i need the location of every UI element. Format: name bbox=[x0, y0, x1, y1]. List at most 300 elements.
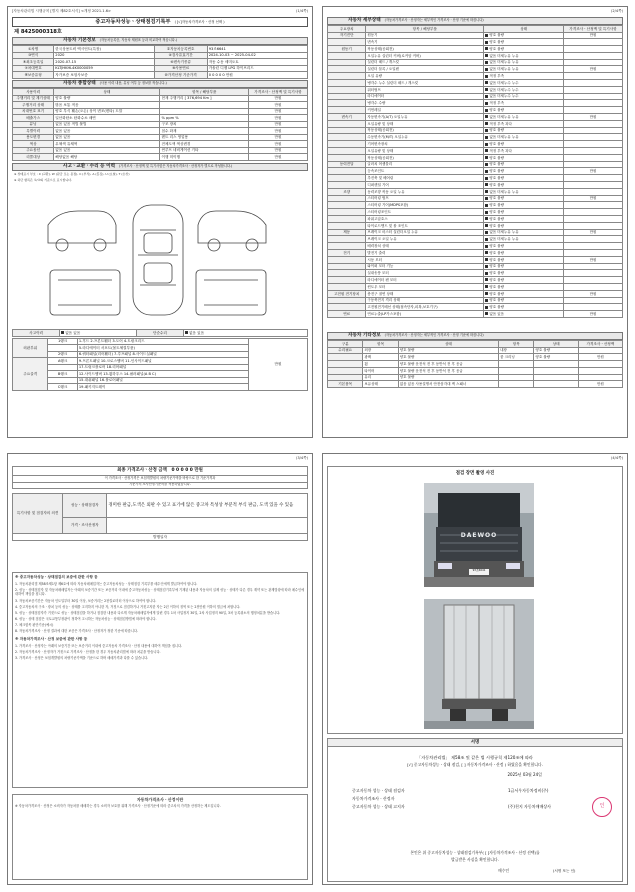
page-header bbox=[327, 9, 623, 16]
notice-paragraph: 2. 자동차가격조사ㆍ산정자가 거짓으로 가격조사ㆍ산정을 한 경우 자동차관리법에 따라 처분을 받습니다. bbox=[15, 649, 161, 654]
checkbox bbox=[485, 54, 488, 57]
car-diagram bbox=[38, 185, 278, 327]
detail-state bbox=[484, 263, 564, 270]
checkbox bbox=[485, 115, 488, 118]
notice-paragraph: 1. 가격조사ㆍ산정자는 아래의 보증기간 또는 보증거리 이내에 중고자동차 가격조사ㆍ산정 내용에 대하여 책임을 집니다. bbox=[15, 643, 183, 648]
detail-row bbox=[328, 222, 623, 229]
footer-line-1: 본인은 위 중고자동차성능ㆍ상태점검기록부( [ ]자동차가격조사ㆍ산정 선택)를 bbox=[410, 850, 540, 855]
other-state: 양호 불량 운전석 전 후 동반석 전 후 응급 bbox=[398, 367, 498, 374]
detail-row bbox=[328, 297, 623, 304]
other-item-2: 내장 bbox=[499, 347, 534, 354]
form-reference: [자동차관리법 시행규칙 [별지 제82호서식] <개정 2021.1.6> bbox=[12, 9, 112, 13]
detail-state bbox=[484, 243, 564, 250]
other-item: 광택 bbox=[363, 354, 398, 361]
wheel-left-rear bbox=[94, 239, 106, 251]
checkbox bbox=[485, 88, 488, 91]
checkbox bbox=[485, 204, 488, 207]
detail-price bbox=[563, 188, 622, 195]
detail-price bbox=[563, 134, 622, 141]
notice-paragraph: 8. 자동차가격조사ㆍ산정 결과에 대한 보증은 가격조사ㆍ산정자가 정한 기준에 따릅니다. bbox=[15, 629, 139, 634]
notice-paragraph: 2. 성능ㆍ상태점검자 및 자동차매매업자는 아래의 보증기간 또는 보증거리 이내에 중고자동차성능ㆍ상태점검기록부에 기재된 내용과 자동차의 실제 성능ㆍ상태가 다른 경우 계약 또는 관계법령에 따라 매수인에 대하여 책임을 집니다. bbox=[15, 587, 305, 597]
detail-state-text: 양호 불량 bbox=[489, 182, 504, 187]
checkbox bbox=[485, 285, 488, 288]
footer-line-2: 발급받은 사실을 확인합니다. bbox=[451, 857, 499, 862]
detail-item: 스티어링 기어(MDPS포함) bbox=[366, 202, 484, 209]
detail-item: 시동 모터 bbox=[366, 256, 484, 263]
detail-group bbox=[328, 100, 366, 107]
detail-state-text: 양호 불량 bbox=[489, 155, 504, 160]
status-price: 만원 bbox=[248, 154, 307, 161]
checkbox bbox=[485, 75, 488, 78]
detail-state-text: 양호 불량 bbox=[489, 264, 504, 269]
detail-row bbox=[328, 154, 623, 161]
basic-info-label: ③연식 bbox=[13, 52, 54, 59]
checkbox bbox=[485, 299, 488, 302]
detail-group bbox=[328, 80, 366, 87]
detail-row bbox=[328, 263, 623, 270]
detail-state bbox=[484, 32, 564, 39]
detail-item: 동력조향 작동 오일 누유 bbox=[366, 188, 484, 195]
parts-items: 6.쿼터패널(리어휀더) 7.루프패널 8.사이드실패널 bbox=[77, 351, 248, 358]
status-label: 리콜대상 bbox=[13, 154, 54, 161]
page-4 bbox=[322, 453, 628, 885]
detail-state-text: 적정 부족 bbox=[489, 74, 504, 79]
summary-value: 0 0 0 0 0 만원 bbox=[171, 468, 203, 474]
detail-price bbox=[563, 250, 622, 257]
document-number: 제 8425000318호 bbox=[14, 29, 62, 35]
detail-item: 브레이크 마스터 실린더오일 누유 bbox=[366, 229, 484, 236]
checkbox bbox=[485, 238, 488, 241]
other-group bbox=[328, 374, 363, 381]
status-price: 만원 bbox=[248, 108, 307, 115]
status-note: (사용 이력 내용, 튜닝 여부 등 정보를 적습니다.) bbox=[99, 81, 167, 86]
detail-item: 스티어링조인트 bbox=[366, 209, 484, 216]
other-column-header: 항목 bbox=[363, 341, 398, 348]
checkbox bbox=[485, 156, 488, 159]
detail-item: 발전기 출력 bbox=[366, 250, 484, 257]
status-label: 차대번호 표기 bbox=[13, 108, 54, 115]
detail-price bbox=[563, 270, 622, 277]
detail-group bbox=[328, 277, 366, 284]
other-item-2: 룸 크리닝 bbox=[499, 354, 534, 361]
status-price: 만원 bbox=[248, 147, 307, 154]
detail-price bbox=[563, 148, 622, 155]
notice-block bbox=[12, 572, 308, 788]
detail-row bbox=[328, 93, 623, 100]
photo-section bbox=[327, 466, 623, 734]
car-side-right bbox=[198, 211, 266, 243]
other-price: 만원 bbox=[578, 354, 622, 361]
accident-note: (가격조사ㆍ산정액 및 특기사항은 자동차가격조사ㆍ산정자가 별도로 작성합니다.) bbox=[119, 164, 233, 169]
status-detail: 침수 화재 bbox=[160, 128, 249, 135]
detail-state-text: 양호 불량 bbox=[489, 216, 504, 221]
detail-row bbox=[328, 256, 623, 263]
basic-info-value: 2020-07-15 bbox=[54, 59, 154, 66]
other-row bbox=[328, 354, 623, 361]
page-header bbox=[12, 456, 308, 463]
other-column-header: 가격조사ㆍ산정액 bbox=[578, 341, 622, 348]
accident-history-value bbox=[60, 330, 137, 337]
parts-items: 1.후드 2.프론트휀더 3.도어 4.트렁크리드 bbox=[77, 338, 248, 345]
basic-info-value: 93조6641 bbox=[207, 46, 307, 53]
checkbox bbox=[485, 190, 488, 193]
detail-group bbox=[328, 236, 366, 243]
detail-state bbox=[484, 188, 564, 195]
status-state: 없음 있음 적법 불법 bbox=[54, 121, 160, 128]
status-row bbox=[13, 154, 308, 161]
detail-state bbox=[484, 297, 564, 304]
detail-state-text: 양호 불량 bbox=[489, 257, 504, 262]
other-row bbox=[328, 367, 623, 374]
other-state-2 bbox=[534, 374, 578, 381]
accident-history-label: 사고이력 bbox=[13, 330, 60, 337]
detail-item: 배력장치 상태 bbox=[366, 243, 484, 250]
detail-group: 고전원 전기장치 bbox=[328, 290, 366, 297]
other-row bbox=[328, 347, 623, 354]
checkbox bbox=[485, 143, 488, 146]
detail-price bbox=[563, 182, 622, 189]
detail-title: 자동차 세부상태 bbox=[348, 18, 381, 24]
checkbox bbox=[485, 177, 488, 180]
detail-price bbox=[563, 236, 622, 243]
detail-state-text: 없음 미세누수 누수 bbox=[489, 80, 519, 85]
other-price bbox=[578, 374, 622, 381]
other-row bbox=[328, 381, 623, 388]
detail-row bbox=[328, 100, 623, 107]
status-detail: 렌트 리스 영업용 bbox=[160, 134, 249, 141]
detail-row bbox=[328, 250, 623, 257]
detail-state-text: 없음 미세누유 누유 bbox=[489, 53, 519, 58]
detail-state-text: 양호 불량 bbox=[489, 244, 504, 248]
detail-group bbox=[328, 168, 366, 175]
status-price: 만원 bbox=[248, 141, 307, 148]
truck-rear-photo bbox=[424, 599, 534, 729]
other-column-header: 상태 bbox=[534, 341, 578, 348]
detail-state-text: 적정 부족 과다 bbox=[489, 148, 512, 153]
form-title bbox=[12, 17, 308, 27]
other-group bbox=[328, 361, 363, 368]
detail-row bbox=[328, 304, 623, 311]
detail-state bbox=[484, 114, 564, 121]
detail-state-text: 양호 불량 bbox=[489, 284, 504, 289]
issue-date-label: 발행일자 bbox=[13, 534, 308, 541]
detail-state-text: 양호 불량 bbox=[489, 203, 504, 208]
detail-item: 작동상태(공회전) bbox=[366, 127, 484, 134]
detail-item: 라디에이터 bbox=[366, 93, 484, 100]
detail-state-text: 없음 미세누유 누유 bbox=[489, 237, 519, 242]
detail-price bbox=[563, 52, 622, 59]
special-text: 경미한 판금,도색은 외판 수 있고 표기에 않은 중고차 특성상 부분적 부식 판금, 도색 있을 수 있음 bbox=[107, 494, 308, 518]
notice-paragraph: 3. 자동차보증기간은 자동차 인도일부터 30일 이상, 보증거리는 2천킬로미터 이상으로 하여야 합니다. bbox=[15, 598, 157, 603]
detail-row bbox=[328, 270, 623, 277]
frame-left bbox=[50, 270, 120, 315]
status-detail: 이행 미이행 bbox=[160, 154, 249, 161]
other-row bbox=[328, 374, 623, 381]
checkbox bbox=[485, 306, 488, 309]
basic-info-label: ④검사유효기간 bbox=[154, 52, 207, 59]
detail-group: 연료 bbox=[328, 311, 366, 318]
detail-state bbox=[484, 250, 564, 257]
accident-history-text: 없음 있음 bbox=[65, 330, 81, 335]
special-sub-appraiser: 가격ㆍ조사산정자 bbox=[63, 518, 107, 534]
detail-row bbox=[328, 46, 623, 53]
detail-state bbox=[484, 86, 564, 93]
basic-info-note: (자동차등록증, 자동차 제원표 등과 비교하여 적습니다.) bbox=[99, 38, 177, 43]
basic-info-value: 자가보증 보험사보증 bbox=[54, 72, 154, 79]
detail-group bbox=[328, 175, 366, 182]
other-item: 보유상태 bbox=[363, 381, 398, 388]
detail-column-header: 상태 bbox=[484, 26, 564, 33]
signer-3-name: (주)천지 자동차매매상사 bbox=[508, 804, 552, 809]
detail-price bbox=[563, 283, 622, 290]
detail-price bbox=[563, 243, 622, 250]
detail-state bbox=[484, 290, 564, 297]
basic-info-label: ⑧사용연료 bbox=[154, 65, 207, 72]
status-detail: 구조 장치 bbox=[160, 121, 249, 128]
status-state: 해당없음 해당 bbox=[54, 154, 160, 161]
detail-column-header: 항목 / 해당부품 bbox=[366, 26, 484, 33]
other-state-2: 양호 불량 bbox=[534, 354, 578, 361]
detail-group bbox=[328, 195, 366, 202]
notice-paragraph: 4. 중고자동차의 구조ㆍ장치 등의 성능ㆍ상태를 고지하지 아니한 자, 거짓으로 점검하거나 거짓고지한 자는 2년 이하의 징역 또는 2천만원 이하의 벌금에 처합니다. bbox=[15, 604, 241, 609]
detail-state bbox=[484, 195, 564, 202]
detail-item: 충전구 절연 상태 bbox=[366, 290, 484, 297]
checkbox bbox=[485, 149, 488, 152]
other-item-2 bbox=[499, 381, 534, 388]
detail-state bbox=[484, 39, 564, 46]
detail-state bbox=[484, 66, 564, 73]
notice-title: ※ 중고자동차성능ㆍ상태점검의 보증에 관한 사항 등 bbox=[15, 575, 98, 579]
detail-row bbox=[328, 175, 623, 182]
detail-state bbox=[484, 46, 564, 53]
other-state-2 bbox=[534, 367, 578, 374]
checkbox bbox=[485, 47, 488, 50]
detail-state-text: 양호 불량 bbox=[489, 271, 504, 276]
other-price bbox=[578, 361, 622, 368]
other-note: (자동차가격조사ㆍ산정자는 세부적인 가격조사ㆍ산정 기준에 따릅니다) bbox=[384, 333, 484, 338]
detail-price bbox=[563, 154, 622, 161]
detail-price bbox=[563, 304, 622, 311]
detail-item: 오일유량 및 상태 bbox=[366, 120, 484, 127]
detail-price bbox=[563, 277, 622, 284]
checkbox bbox=[485, 258, 488, 261]
detail-state-text: 양호 불량 bbox=[489, 162, 504, 167]
law-text-2: [√] 중고자동차성능ㆍ상태 점검, [ ] 자동차가격조사ㆍ산정 ) 하였음을 확인합니다. bbox=[407, 762, 543, 768]
detail-group bbox=[328, 141, 366, 148]
detail-state-text: 없음 미세누유 누유 bbox=[489, 135, 519, 140]
detail-item: 냉각수 누수 실린더 헤드 / 개스킷 bbox=[366, 80, 484, 87]
checkbox bbox=[485, 312, 488, 315]
detail-item: 오일 유량 bbox=[366, 73, 484, 80]
status-price: 만원 bbox=[248, 95, 307, 102]
page-1 bbox=[7, 6, 313, 438]
detail-row bbox=[328, 127, 623, 134]
other-row bbox=[328, 361, 623, 368]
detail-state bbox=[484, 311, 564, 318]
notice-title-2: ※ 자동차가격조사ㆍ산정 보증에 관한 사항 등 bbox=[15, 636, 88, 641]
checkbox bbox=[485, 95, 488, 98]
detail-group bbox=[328, 297, 366, 304]
detail-group bbox=[328, 202, 366, 209]
detail-state bbox=[484, 216, 564, 223]
status-state: 없음 있음 bbox=[54, 128, 160, 135]
detail-price bbox=[563, 80, 622, 87]
page-number: (1/4쪽) bbox=[295, 9, 308, 13]
detail-row bbox=[328, 120, 623, 127]
checkbox bbox=[485, 231, 488, 234]
status-column-header: 사용이력 bbox=[13, 89, 54, 96]
basic-info-label: ⑦차대번호 bbox=[13, 65, 54, 72]
status-price: 만원 bbox=[248, 115, 307, 122]
status-label: 주행거리 상태 bbox=[13, 102, 54, 109]
detail-item: 실린더 헤드 / 개스킷 bbox=[366, 59, 484, 66]
detail-group bbox=[328, 39, 366, 46]
detail-price bbox=[563, 120, 622, 127]
detail-price bbox=[563, 127, 622, 134]
checkbox bbox=[485, 197, 488, 200]
notice-list-2 bbox=[15, 644, 305, 661]
detail-group bbox=[328, 52, 366, 59]
notice-paragraph: 3. 가격조사ㆍ산정은 보험개발원의 차량기준가액을 기준으로 하며 매매가격과 다를 수 있습니다. bbox=[15, 655, 149, 660]
detail-group: 제동 bbox=[328, 229, 366, 236]
parts-price: 만원 bbox=[248, 338, 307, 390]
detail-item: 구동축전지 격리 상태 bbox=[366, 297, 484, 304]
basic-info-value: 2020 bbox=[54, 52, 154, 59]
signer-1-name: 1급서우자동차정비(주) bbox=[508, 788, 549, 793]
detail-state bbox=[484, 182, 564, 189]
checkbox bbox=[485, 170, 488, 173]
status-state: 많음 보통 적음 bbox=[54, 102, 160, 109]
other-state: 없음 있음 사용설명서 안전삼각대 잭 스패너 bbox=[398, 381, 498, 388]
checkbox bbox=[485, 61, 488, 64]
summary-note-2: 기준가격 조사산정기준서를 적용하였습니다. bbox=[13, 482, 308, 489]
detail-price bbox=[563, 59, 622, 66]
detail-price bbox=[563, 263, 622, 270]
checkbox bbox=[485, 278, 488, 281]
detail-state bbox=[484, 283, 564, 290]
checkbox bbox=[485, 34, 488, 37]
detail-state bbox=[484, 120, 564, 127]
detail-price: 만원 bbox=[563, 229, 622, 236]
detail-price: 만원 bbox=[563, 114, 622, 121]
detail-price bbox=[563, 141, 622, 148]
other-state: 양호 불량 bbox=[398, 347, 498, 354]
checkbox bbox=[485, 129, 488, 132]
checkbox bbox=[485, 81, 488, 84]
basic-info-value: 자동 수동 세미오토 bbox=[207, 59, 307, 66]
truck-brand: DAEWOO bbox=[460, 532, 498, 539]
simple-repair-label: 단순수리 bbox=[136, 330, 183, 337]
simple-repair-text: 없음 있음 bbox=[189, 330, 205, 335]
recipient-label: 매수인 bbox=[498, 868, 510, 873]
detail-row bbox=[328, 209, 623, 216]
detail-state-text: 양호 불량 bbox=[489, 108, 504, 113]
detail-item: 파워고압호스 bbox=[366, 216, 484, 223]
company-seal: 인 bbox=[592, 797, 612, 817]
detail-price bbox=[563, 175, 622, 182]
detail-item: 원동기 bbox=[366, 32, 484, 39]
accident-legend bbox=[14, 172, 306, 184]
detail-state bbox=[484, 277, 564, 284]
status-state: 일산화탄소 탄화수소 매연 bbox=[54, 115, 160, 122]
detail-group bbox=[328, 66, 366, 73]
detail-price: 만원 bbox=[563, 256, 622, 263]
detail-state-text: 양호 불량 bbox=[489, 305, 504, 310]
detail-row bbox=[328, 290, 623, 297]
other-item-2 bbox=[499, 374, 534, 381]
status-price: 만원 bbox=[248, 134, 307, 141]
basic-info-label: ①차명 bbox=[13, 46, 54, 53]
detail-price bbox=[563, 100, 622, 107]
detail-group: 전기 bbox=[328, 250, 366, 257]
basic-info-title: 자동차 기본정보 bbox=[63, 38, 96, 44]
wheel-left-front bbox=[56, 239, 68, 251]
detail-state bbox=[484, 73, 564, 80]
detail-row bbox=[328, 243, 623, 250]
detail-state bbox=[484, 59, 564, 66]
basic-info-value: KLTJHKHL4K0000059 bbox=[54, 65, 154, 72]
parts-items: 5.라디에이터 서포트(볼트체결부품) bbox=[77, 345, 248, 352]
detail-state-text: 양호 불량 bbox=[489, 223, 504, 228]
page-header bbox=[12, 9, 308, 16]
detail-row bbox=[328, 39, 623, 46]
detail-row bbox=[328, 66, 623, 73]
detail-group bbox=[328, 59, 366, 66]
checkbox bbox=[485, 265, 488, 268]
detail-state bbox=[484, 80, 564, 87]
status-column-header: 상태 bbox=[54, 89, 160, 96]
other-column-header: 항목 bbox=[499, 341, 534, 348]
other-item: 타이어 bbox=[363, 367, 398, 374]
detail-item: 클러치 어셈블리 bbox=[366, 161, 484, 168]
detail-price bbox=[563, 93, 622, 100]
detail-item: 워터펌프 bbox=[366, 86, 484, 93]
detail-row bbox=[328, 148, 623, 155]
detail-row bbox=[328, 141, 623, 148]
detail-item: 스티어링 펌프 bbox=[366, 195, 484, 202]
detail-state-text: 없음 미세누수 누수 bbox=[489, 87, 519, 92]
detail-state bbox=[484, 148, 564, 155]
detail-item: 추진축 및 베어링 bbox=[366, 175, 484, 182]
summary-note-1: 이 가격조사ㆍ산정가격은 보험개발원의 차량기준가액을 바탕으로 한 기준가격과 bbox=[13, 476, 308, 483]
detail-item: 와이퍼 모터 기능 bbox=[366, 263, 484, 270]
summary-box bbox=[12, 466, 308, 541]
detail-group bbox=[328, 134, 366, 141]
checkbox bbox=[485, 163, 488, 166]
checkbox bbox=[485, 211, 488, 214]
detail-item: 연료누출(LP가스포함) bbox=[366, 311, 484, 318]
other-item: 휠 bbox=[363, 361, 398, 368]
detail-price: 만원 bbox=[563, 311, 622, 318]
detail-state-text: 적정 부족 과다 bbox=[489, 121, 512, 126]
status-price: 만원 bbox=[248, 121, 307, 128]
checkbox bbox=[485, 183, 488, 186]
detail-column-header: 주요장치 bbox=[328, 26, 366, 33]
detail-state bbox=[484, 175, 564, 182]
page-number: (3/4쪽) bbox=[295, 456, 308, 460]
detail-item: 윈도우 모터 bbox=[366, 283, 484, 290]
checkbox bbox=[485, 245, 488, 248]
detail-state-text: 없음 미세누수 누수 bbox=[489, 94, 519, 99]
status-state: 무채색 유채색 bbox=[54, 141, 160, 148]
detail-item: 등속조인트 bbox=[366, 168, 484, 175]
notice-list bbox=[15, 582, 305, 634]
status-label: 특별이력 bbox=[13, 128, 54, 135]
status-label: 주행거리 및 계기상태 bbox=[13, 95, 54, 102]
detail-state-text: 양호 불량 bbox=[489, 46, 504, 51]
detail-row bbox=[328, 134, 623, 141]
detail-state bbox=[484, 52, 564, 59]
